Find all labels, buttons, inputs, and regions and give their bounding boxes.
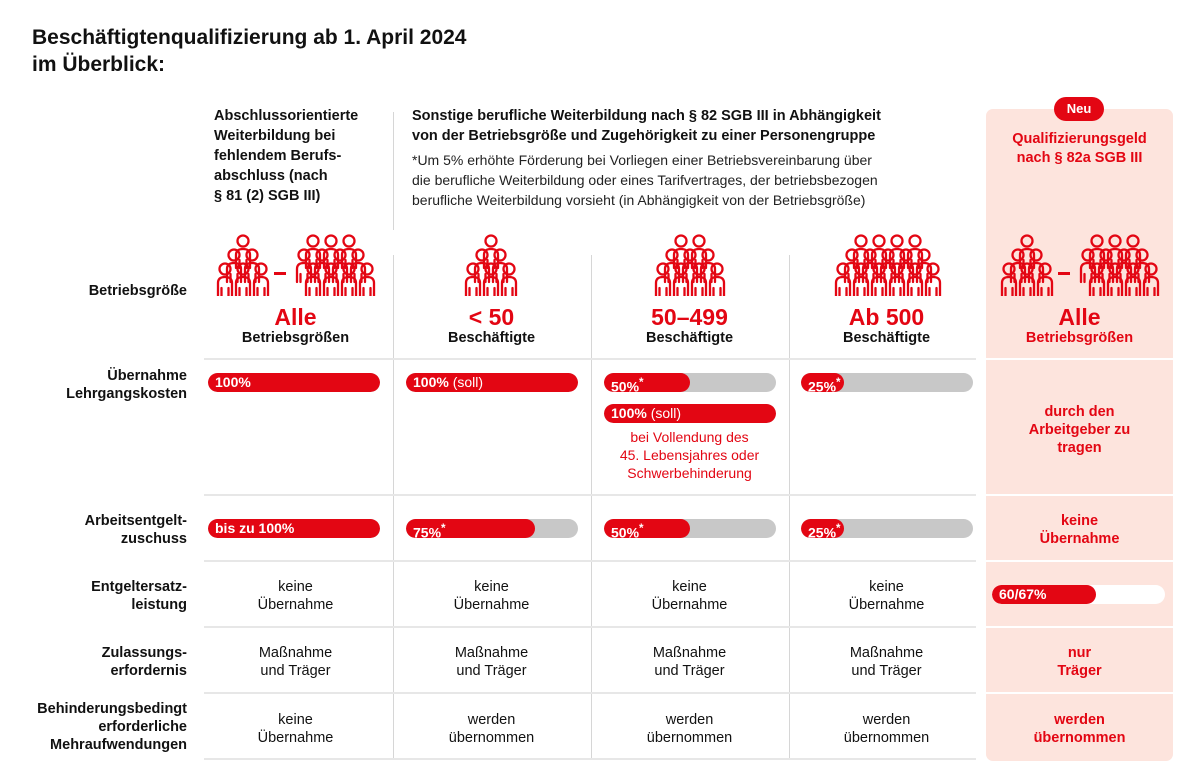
size-value: < 50 (468, 304, 515, 330)
cell-zulassung: Maßnahme und Träger (258, 645, 333, 679)
size-unit: Betriebsgrößen (241, 330, 350, 346)
condition-note: bei Vollendung des 45. Lebensjahres oder Schwerbehinderung (619, 429, 760, 481)
cell-behinderung-new: werden übernommen (1033, 712, 1126, 746)
size-unit: Beschäftigte (842, 330, 931, 346)
row-separator (986, 494, 1173, 496)
progress-bar: 60/67% (992, 585, 1165, 604)
header-col2: Sonstige berufliche Weiterbildung nach § 82 SGB III in Abhängigkeit von der Betriebsgröße und Zugehörigkeit zu einer Personengruppe (412, 108, 881, 144)
header-col1: Abschlussorientierte Weiterbildung bei fehlendem Berufs- abschluss (nach § 81 (2) SGB III) (214, 108, 359, 204)
progress-bar: 25%* (801, 373, 973, 392)
cell-entgeltersatz: keine Übernahme (848, 579, 925, 613)
row-label-betriebsgroesse: Betriebsgröße (88, 283, 187, 299)
cell-behinderung: werden übernommen (843, 712, 930, 746)
row-label-entgeltersatz: Entgeltersatz- leistung (91, 579, 187, 613)
header-col-new: Qualifizierungsgeld nach § 82a SGB III (1012, 131, 1147, 166)
people-group-icon (834, 234, 944, 301)
people-group-icon (464, 234, 524, 301)
cell-zulassung: Maßnahme und Träger (849, 645, 924, 679)
header-col2-note: *Um 5% erhöhte Förderung bei Vorliegen einer Betriebsvereinbarung über die berufliche Weiterbildung oder eines Tarifvertrages, der betriebsbezogen berufliche Weiterbildung vorsieht (in Abhängigkeit von der Betriebsgröße) (412, 152, 878, 208)
people-group-icon (654, 234, 729, 301)
row-separator (204, 494, 976, 496)
column-separator (789, 255, 790, 760)
row-separator (204, 358, 976, 360)
progress-bar: 100% (208, 373, 380, 392)
row-separator (204, 626, 976, 628)
row-separator (986, 560, 1173, 562)
row-separator (986, 692, 1173, 694)
row-separator (986, 358, 1173, 360)
people-group-icon (216, 234, 376, 301)
row-separator (204, 758, 976, 760)
cell-lehrgang-new: durch den Arbeitgeber zu tragen (1028, 404, 1131, 456)
row-label-arbeitsentgelt: Arbeitsentgelt- zuschuss (84, 513, 187, 547)
cell-arbeitsentgelt-new: keine Übernahme (1039, 513, 1120, 547)
cell-zulassung-new: nur Träger (1057, 645, 1102, 679)
column-separator (591, 255, 592, 760)
new-badge: Neu (1054, 97, 1104, 121)
progress-bar: 100% (soll) (604, 404, 776, 423)
size-value: Alle (274, 304, 317, 330)
progress-bar: 25%* (801, 519, 973, 538)
size-unit: Betriebsgrößen (1025, 330, 1134, 346)
page-title: Beschäftigtenqualifizierung ab 1. April 2024 im Überblick: (32, 26, 467, 76)
column-separator (393, 255, 394, 760)
size-unit: Beschäftigte (447, 330, 536, 346)
size-value: Alle (1058, 304, 1101, 330)
cell-behinderung: werden übernommen (448, 712, 535, 746)
progress-bar: 75%* (406, 519, 578, 538)
people-group-icon (1000, 234, 1160, 301)
size-unit: Beschäftigte (645, 330, 734, 346)
row-label-behinderung: Behinderungsbedingt erforderliche Mehraufwendungen (37, 701, 187, 753)
cell-entgeltersatz: keine Übernahme (257, 579, 334, 613)
size-value: Ab 500 (848, 304, 925, 330)
cell-zulassung: Maßnahme und Träger (652, 645, 727, 679)
progress-bar: bis zu 100% (208, 519, 380, 538)
row-separator (204, 692, 976, 694)
row-separator (204, 560, 976, 562)
cell-entgeltersatz: keine Übernahme (651, 579, 728, 613)
cell-entgeltersatz: keine Übernahme (453, 579, 530, 613)
progress-bar: 50%* (604, 519, 776, 538)
cell-behinderung: werden übernommen (646, 712, 733, 746)
cell-behinderung: keine Übernahme (257, 712, 334, 746)
row-label-lehrgangskosten: Übernahme Lehrgangskosten (66, 368, 187, 402)
cell-zulassung: Maßnahme und Träger (454, 645, 529, 679)
row-separator (986, 626, 1173, 628)
progress-bar: 50%* (604, 373, 776, 392)
row-label-zulassung: Zulassungs- erfordernis (101, 645, 187, 679)
header-separator (393, 112, 394, 230)
size-value: 50–499 (651, 304, 728, 330)
progress-bar: 100% (soll) (406, 373, 578, 392)
